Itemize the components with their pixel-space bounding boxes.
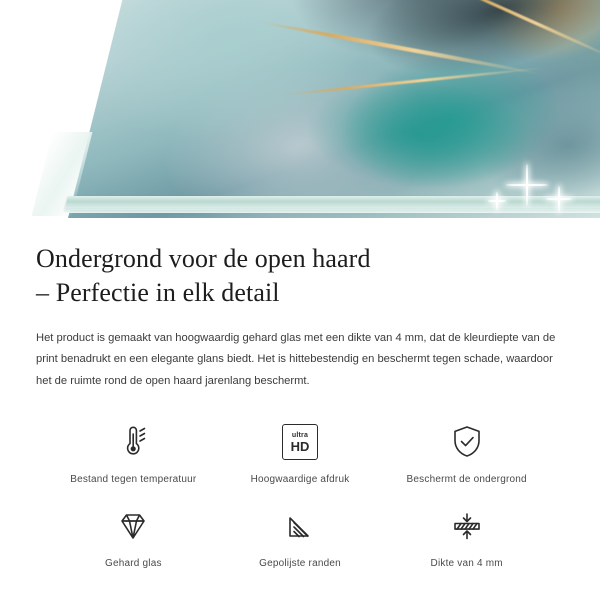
feature-item-print-quality xyxy=(217,419,384,485)
feature-item-thickness xyxy=(383,503,550,569)
ultra-hd-badge-top: ultra xyxy=(291,431,309,439)
feature-item-polished-edges xyxy=(217,503,384,569)
glass-edge-highlight xyxy=(65,208,600,213)
feature-label: Beschermt de ondergrond xyxy=(406,474,527,486)
feature-label: Gehard glas xyxy=(104,558,162,570)
page-title-line-2: – Perfectie in elk detail xyxy=(36,277,280,307)
artwork-teal-swirl xyxy=(283,64,555,206)
thickness-4mm-icon xyxy=(445,503,489,549)
polished-edges-icon xyxy=(278,503,322,549)
product-description-text: Het product is gemaakt van hoogwaardig gehard glas met een dikte van 4 mm, dat de kleurdiepte van de print benadrukt en een elegante glans biedt. Het is hittebestendig en beschermt tegen schade, waardoor het de ruimte rond de open haard jarenlang beschermt. xyxy=(36,331,556,388)
feature-item-tempered-glass xyxy=(50,503,217,569)
feature-item-temperature xyxy=(50,419,217,485)
feature-item-surface-protection xyxy=(383,419,550,485)
marble-artwork xyxy=(68,0,600,218)
feature-grid xyxy=(36,419,564,569)
ultra-hd-badge-bottom: HD xyxy=(290,438,310,454)
hero-image xyxy=(0,0,600,218)
content-area xyxy=(0,242,600,569)
feature-label: Dikte van 4 mm xyxy=(430,558,503,570)
page-title-line-1: Ondergrond voor de open haard xyxy=(36,244,371,273)
diamond-icon xyxy=(111,503,155,549)
page-title xyxy=(36,242,564,310)
feature-label: Bestand tegen temperatuur xyxy=(70,474,197,486)
feature-label: Hoogwaardige afdruk xyxy=(250,474,350,486)
ultra-hd-icon xyxy=(282,419,318,465)
thermometer-icon xyxy=(111,419,155,465)
feature-label: Gepolijste randen xyxy=(259,558,341,570)
shield-check-icon xyxy=(445,419,489,465)
